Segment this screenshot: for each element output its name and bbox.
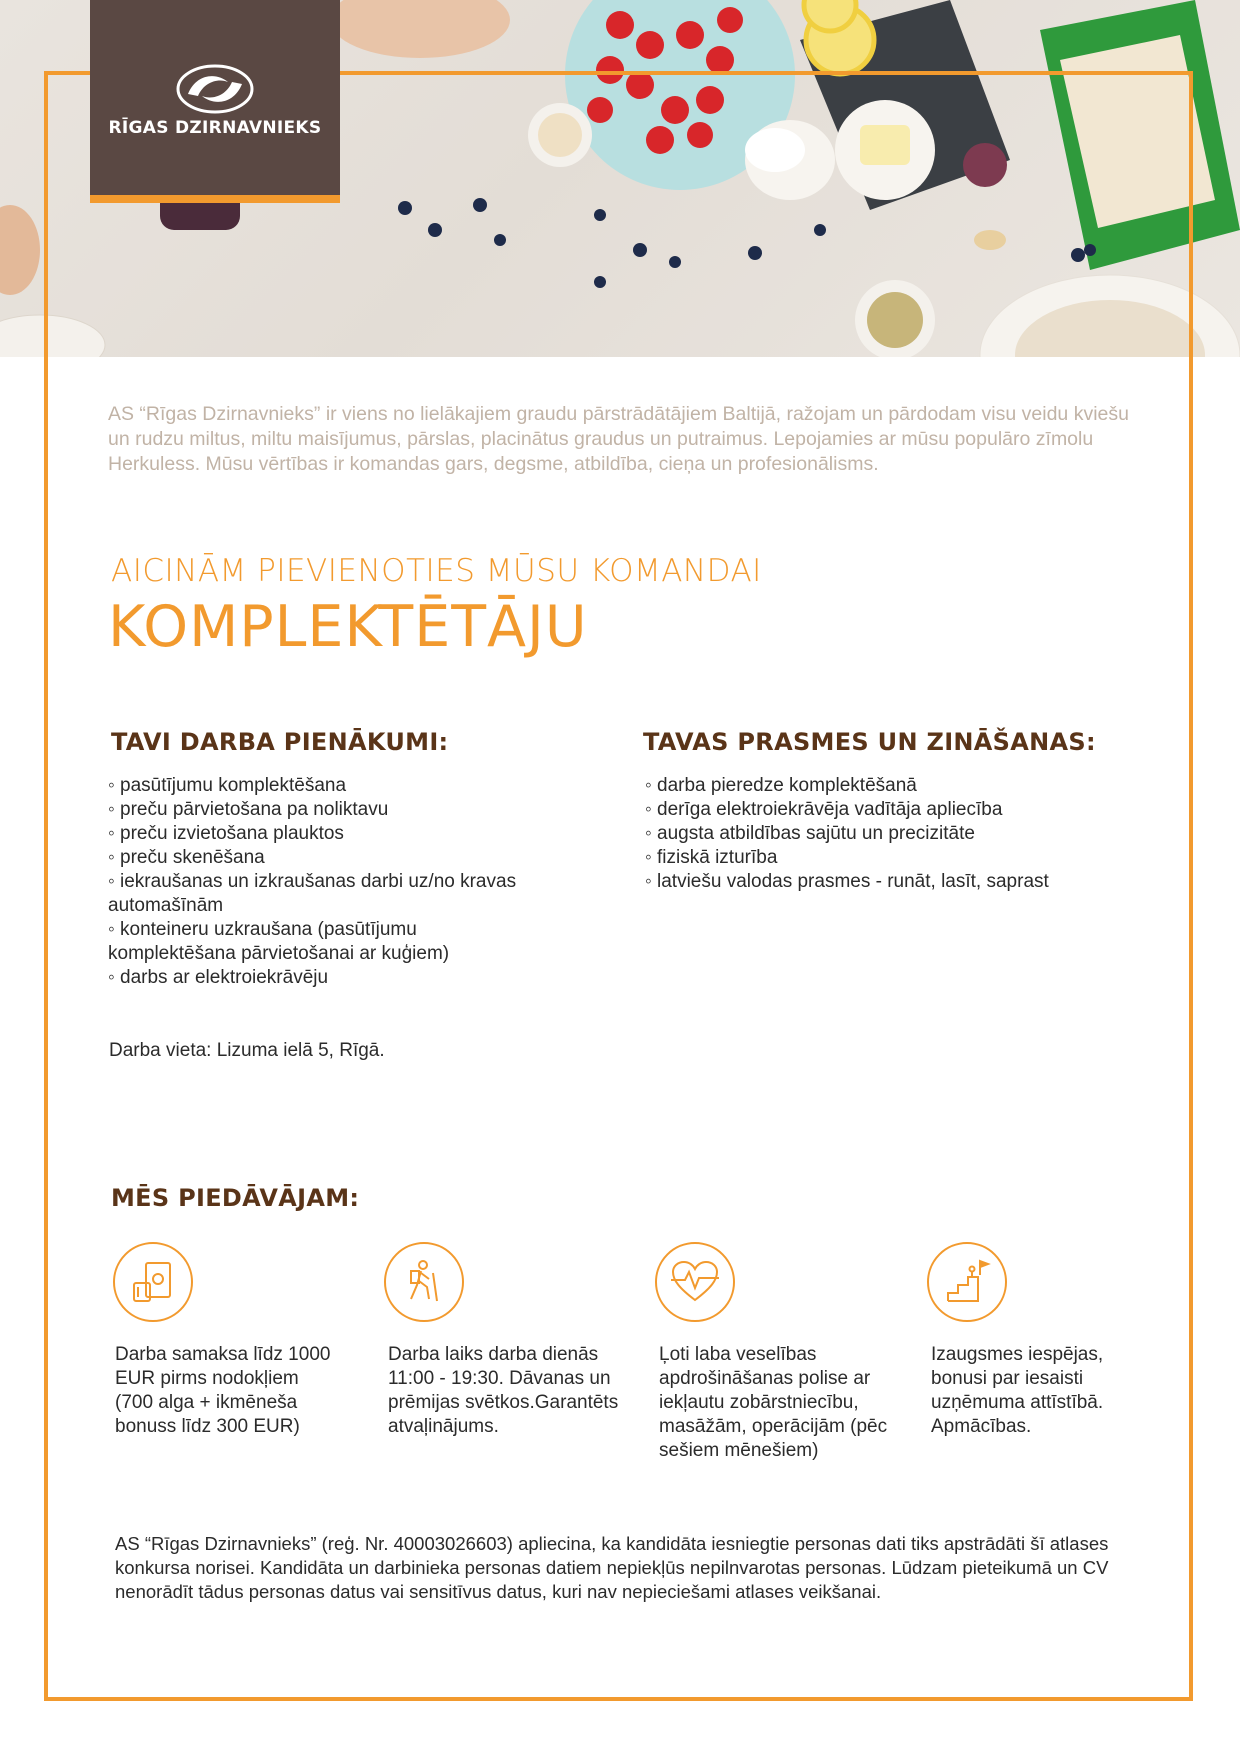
list-item: ◦ preču pārvietošana pa noliktavu (108, 799, 389, 820)
list-item: ◦ darba pieredze komplektēšanā (645, 775, 917, 796)
offer-heading: MĒS PIEDĀVĀJAM: (111, 1184, 360, 1212)
offer-salary: Darba samaksa līdz 1000 EUR pirms nodokļiem (700 alga + ikmēneša bonuss līdz 300 EUR) (115, 1344, 331, 1437)
duties-list (108, 774, 578, 990)
list-item: ◦ preču izvietošana plauktos (108, 823, 344, 844)
list-item: ◦ pasūtījumu komplektēšana (108, 775, 347, 796)
list-item: ◦ latviešu valodas prasmes - runāt, lasīt, saprast (645, 871, 1049, 892)
hiker-icon (384, 1242, 464, 1322)
heart-pulse-icon (655, 1242, 735, 1322)
list-item: ◦ iekraušanas un izkraušanas darbi uz/no kravas automašīnām (108, 871, 517, 916)
company-logo (90, 0, 340, 203)
list-item: ◦ konteineru uzkraušana (pasūtījumu komplektēšana pārvietošanai ar kuģiem) (108, 919, 450, 964)
duties-heading: TAVI DARBA PIENĀKUMI: (111, 728, 449, 756)
offer-insurance: Ļoti laba veselības apdrošināšanas polise ar iekļautu zobārstniecību, masāžām, operācijām (pēc sešiem mēnešiem) (659, 1344, 888, 1461)
work-location: Darba vieta: Lizuma ielā 5, Rīgā. (109, 1040, 385, 1061)
list-item: ◦ fiziskā izturība (645, 847, 778, 868)
career-stairs-icon (927, 1242, 1007, 1322)
skills-list (645, 774, 1165, 894)
logo-accent-bar (90, 195, 340, 203)
offer-hours: Darba laiks darba dienās 11:00 - 19:30. Dāvanas un prēmijas svētkos.Garantēts atvaļinājums. (388, 1344, 619, 1437)
list-item: ◦ preču skenēšana (108, 847, 265, 868)
company-intro: AS “Rīgas Dzirnavnieks” ir viens no lielākajiem graudu pārstrādātājiem Baltijā, ražojam un pārdodam visu veidu kviešu un rudzu miltus, miltu maisījumus, pārslas, placinātus graudus un putraimus. Lepojamies ar mūsu populāro zīmolu Herkuless. Mūsu vērtības ir komandas gars, degsme, atbildība, cieņa un profesionālisms. (108, 403, 1129, 475)
mill-logo-icon (176, 64, 254, 114)
offer-growth: Izaugsmes iespējas, bonusi par iesaisti uzņēmuma attīstībā. Apmācības. (931, 1344, 1104, 1437)
money-icon (113, 1242, 193, 1322)
privacy-notice: AS “Rīgas Dzirnavnieks” (reģ. Nr. 40003026603) apliecina, ka kandidāta iesniegtie personas dati tiks apstrādāti šī atlases konkursa norisei. Kandidāta un darbinieka personas datiem nepiekļūs nepilnvarotas personas. Lūdzam pieteikumā un CV nenorādīt tādus personas datus vai sensitīvus datus, kuri nav nepieciešami atlases veikšanai. (115, 1533, 1109, 1602)
skills-heading: TAVAS PRASMES UN ZINĀŠANAS: (643, 728, 1096, 756)
list-item: ◦ augsta atbildības sajūtu un precizitāte (645, 823, 975, 844)
job-title: KOMPLEKTĒTĀJU (108, 594, 588, 660)
list-item: ◦ derīga elektroiekrāvēja vadītāja apliecība (645, 799, 1003, 820)
logo-text: RĪGAS DZIRNAVNIEKS (108, 118, 322, 138)
list-item: ◦ darbs ar elektroiekrāvēju (108, 967, 329, 988)
invite-heading: AICINĀM PIEVIENOTIES MŪSU KOMANDAI (111, 553, 762, 589)
